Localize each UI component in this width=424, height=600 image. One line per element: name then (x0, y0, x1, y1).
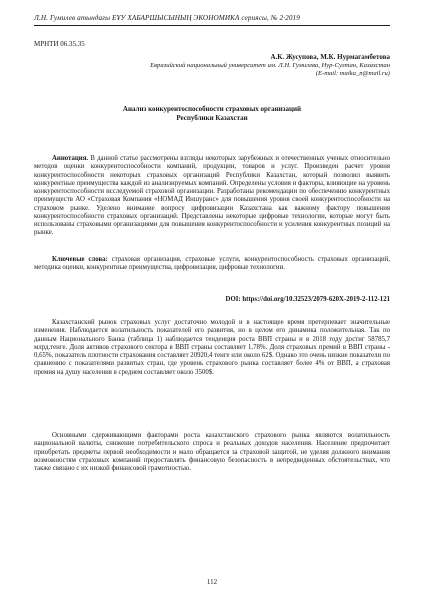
affiliation-email: (E-mail: maika_n@mail.ru) (315, 70, 390, 78)
article-title-line1: Анализ конкурентоспособности страховых организаций (122, 105, 302, 113)
doi[interactable]: DOI: https://doi.org/10.32523/2079-620X-2019-2-112-121 (225, 296, 390, 303)
body-paragraph-2: Основными сдерживающими факторами роста казахстанского страхового рынка являются волатильность национальной валюты, снижение потребительского спроса и реальных доходов населения. Население предпочитает приобретать предметы первой необходимости и мало обращается за страховой защитой, не уделяя должного внимания возможностям страховых компаний предоставлять финансовую безопасность в непредвиденных обстоятельствах, что также связано с их низкой финансовой грамотностью. (34, 432, 390, 472)
keywords-label: Ключевые слова: (52, 256, 108, 263)
keywords (34, 256, 390, 273)
udc-code: МРНТИ 06.35.35 (34, 40, 85, 48)
page-number: 112 (206, 578, 218, 586)
keywords-text: страховая организация, страховые услуги, конкурентоспособность страховых организаций, методика оценки, конкурентные преимущества, цифровизация, цифровые технологии. (34, 256, 390, 272)
authors: А.К. Жусупова, М.К. Нурмагамбетова (270, 53, 390, 61)
article-title-line2: Республики Казахстан (176, 114, 248, 122)
affiliation (34, 62, 390, 79)
running-header: Л.Н. Гумилев атындағы ЕҰУ ХАБАРШЫСЫНЫҢ ЭКОНОМИКА сериясы, № 2·2019 (34, 14, 390, 26)
body-paragraph-1: Казахстанский рынок страховых услуг достаточно молодой и в настоящее время претерпевает значительные изменения. Наблюдается волатильность показателей его развития, но в целом его динамика положительная. Так по данным Национального Банка (таблица 1) наблюдается тенденция роста ВВП страны и в 2018 году достиг 58785,7 млрд.тенге. Доля активов страхового сектора в ВВП страны составляет 1,78%. Доля страховых премий в ВВП страны - 0,65%, показатель плотности страхования составляет 20920,4 тенге или около 62$. Однако это очень низкие показатели по сравнению с показателями развитых стран, где уровень страхового рынка составляет более 4% от ВВП, а страховая премия на душу населения в среднем составляет около 3500$. (34, 319, 390, 376)
abstract (34, 155, 390, 238)
affiliation-university: Евразийский национальный университет им. Л.Н. Гумилева, Нур-Султан, Казахстан (150, 62, 390, 69)
article-title (34, 105, 390, 123)
abstract-text: В данной статье рассмотрены взгляды некоторых зарубежных и отечественных ученых относительно методов оценки конкурентоспособности компаний, продукции, товаров и услуг. Произведен расчет уровня конкурентоспособности некоторых страховых организаций Республики Казахстан, который позволил выявить конкурентные преимущества каждой из анализируемых компаний. Определены условия и факторы, влияющие на уровень конкурентоспособности исследуемой страховой организации. Разработаны рекомендации по обеспечению конкурентных преимуществ АО «Страховая Компания «НОМАД Иншуранс» для повышения уровня своей конкурентоспособности на страховом рынке. Уделено внимание вопросу цифровизации Казахстана как важному фактору повышения конкурентоспособности страховых организаций. Представлены некоторые цифровые технологии, которые могут быть использованы страховыми организациями для повышения конкурентоспособности и усиления конкурентных позиций на рынке. (34, 155, 390, 237)
abstract-label: Аннотация. (52, 155, 89, 162)
